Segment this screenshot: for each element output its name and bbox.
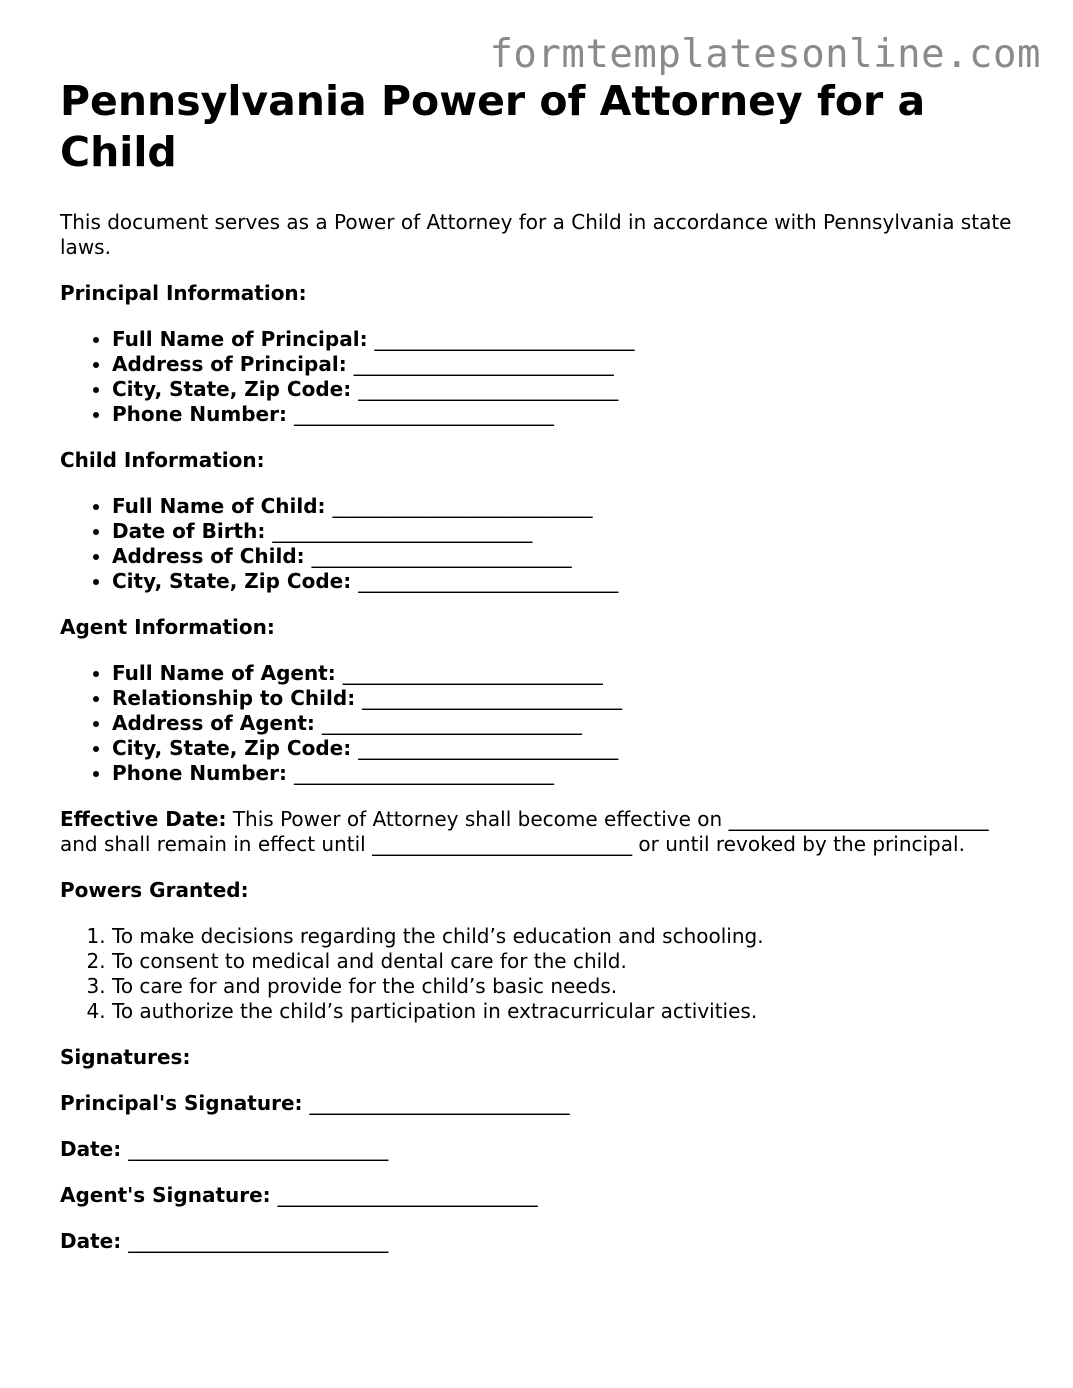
principal-phone-field[interactable]: • Phone Number: __________________________ (112, 402, 1020, 427)
blank-line: __________________________ (374, 327, 635, 351)
blank-line: __________________________ (358, 377, 619, 401)
watermark: formtemplatesonline.com (489, 32, 1041, 77)
blank-line: __________________________ (358, 736, 619, 760)
effective-start-blank[interactable]: __________________________ (728, 807, 989, 831)
principal-address-field[interactable]: • Address of Principal: __________________________ (112, 352, 1020, 377)
powers-heading: Powers Granted: (60, 878, 249, 902)
power-item: 3. To care for and provide for the child’s basic needs. (112, 974, 1020, 999)
principal-signature-field[interactable]: Principal's Signature: __________________________ (60, 1091, 570, 1115)
blank-line: __________________________ (277, 1183, 538, 1207)
blank-line: __________________________ (128, 1137, 389, 1161)
agent-date-field[interactable]: Date: __________________________ (60, 1229, 389, 1253)
agent-signature-field[interactable]: Agent's Signature: __________________________ (60, 1183, 538, 1207)
agent-address-field[interactable]: • Address of Agent: __________________________ (112, 711, 1020, 736)
agent-name-field[interactable]: • Full Name of Agent: __________________________ (112, 661, 1020, 686)
agent-relationship-field[interactable]: • Relationship to Child: __________________________ (112, 686, 1020, 711)
power-item: 4. To authorize the child’s participation in extracurricular activities. (112, 999, 1020, 1024)
child-heading: Child Information: (60, 448, 265, 472)
child-address-field[interactable]: • Address of Child: __________________________ (112, 544, 1020, 569)
blank-line: __________________________ (342, 661, 603, 685)
blank-line: __________________________ (128, 1229, 389, 1253)
intro-paragraph: This document serves as a Power of Attorney for a Child in accordance with Pennsylvania state laws. (60, 210, 1012, 259)
blank-line: __________________________ (272, 519, 533, 543)
principal-name-field[interactable]: • Full Name of Principal: __________________________ (112, 327, 1020, 352)
blank-line: __________________________ (293, 402, 554, 426)
child-city-field[interactable]: • City, State, Zip Code: __________________________ (112, 569, 1020, 594)
document-page (60, 76, 1020, 1275)
blank-line: __________________________ (353, 352, 614, 376)
signatures-section (60, 1045, 1020, 1254)
blank-line: __________________________ (309, 1091, 570, 1115)
agent-city-field[interactable]: • City, State, Zip Code: __________________________ (112, 736, 1020, 761)
document-title: Pennsylvania Power of Attorney for a Child (60, 77, 926, 176)
power-item: 1. To make decisions regarding the child’s education and schooling. (112, 924, 1020, 949)
principal-city-field[interactable]: • City, State, Zip Code: __________________________ (112, 377, 1020, 402)
effective-date-label: Effective Date: (60, 807, 227, 831)
agent-phone-field[interactable]: • Phone Number: __________________________ (112, 761, 1020, 786)
agent-heading: Agent Information: (60, 615, 275, 639)
power-item: 2. To consent to medical and dental care for the child. (112, 949, 1020, 974)
blank-line: __________________________ (358, 569, 619, 593)
blank-line: __________________________ (321, 711, 582, 735)
effective-date-paragraph: Effective Date: This Power of Attorney shall become effective on __________________________ and shall remain in effect until __________________________ or until revoked by the principal. (60, 807, 989, 856)
blank-line: __________________________ (311, 544, 572, 568)
principal-date-field[interactable]: Date: __________________________ (60, 1137, 389, 1161)
child-dob-field[interactable]: • Date of Birth: __________________________ (112, 519, 1020, 544)
blank-line: __________________________ (332, 494, 593, 518)
effective-end-blank[interactable]: __________________________ (372, 832, 633, 856)
blank-line: __________________________ (362, 686, 623, 710)
child-fields (60, 494, 1020, 594)
agent-fields (60, 661, 1020, 786)
blank-line: __________________________ (293, 761, 554, 785)
principal-fields (60, 327, 1020, 427)
signatures-heading: Signatures: (60, 1045, 191, 1069)
powers-list (60, 924, 1020, 1024)
principal-heading: Principal Information: (60, 281, 307, 305)
child-name-field[interactable]: • Full Name of Child: __________________________ (112, 494, 1020, 519)
